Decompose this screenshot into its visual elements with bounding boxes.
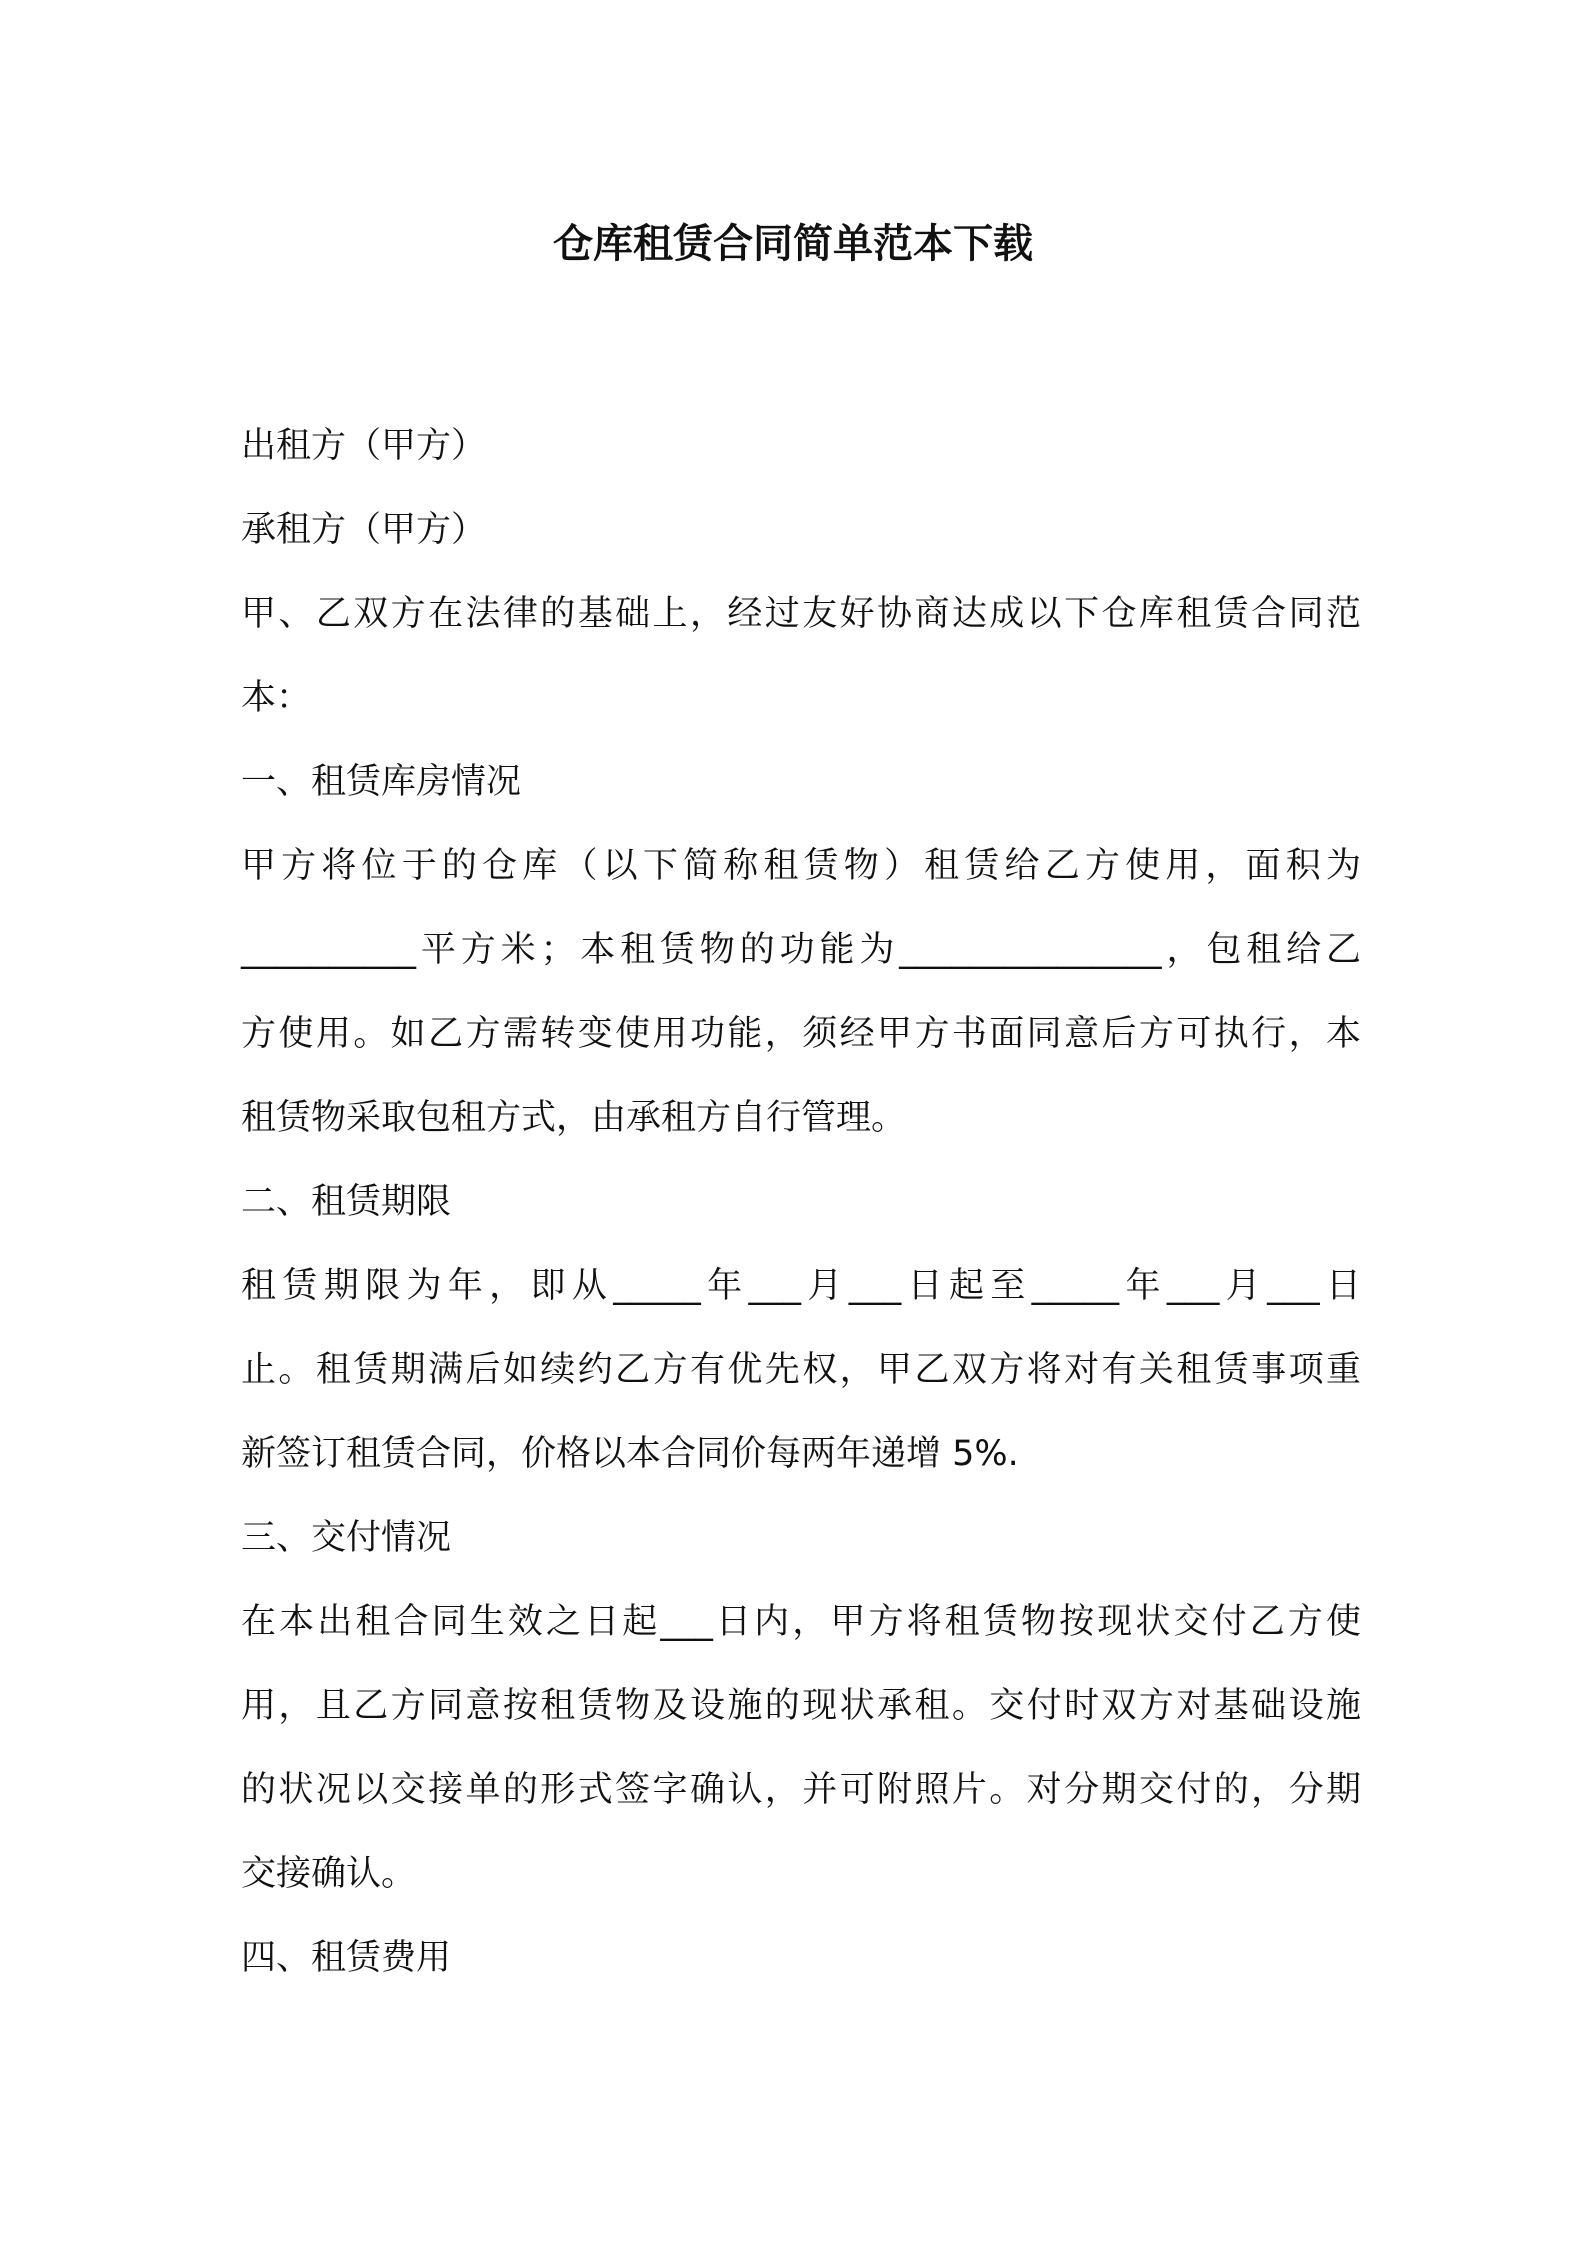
paragraph-line: 租赁物采取包租方式，由承租方自行管理。 — [241, 1098, 907, 1138]
section-heading-4: 四、租赁费用 — [241, 1938, 452, 1978]
paragraph-line: 方使用。如乙方需转变使用功能，须经甲方书面同意后方可执行，本 — [241, 1014, 1361, 1054]
section-heading-2: 二、租赁期限 — [241, 1182, 452, 1222]
paragraph-line: 的状况以交接单的形式签字确认，并可附照片。对分期交付的，分期 — [241, 1770, 1361, 1810]
paragraph-line: __________平方米；本租赁物的功能为_______________，包租给乙 — [241, 930, 1361, 970]
paragraph-line: 用，且乙方同意按租赁物及设施的现状承租。交付时双方对基础设施 — [241, 1686, 1361, 1726]
party-b-line: 承租方（甲方） — [241, 510, 487, 550]
paragraph-line: 交接确认。 — [241, 1854, 417, 1894]
paragraph-line: 本： — [241, 678, 312, 718]
section-heading-1: 一、租赁库房情况 — [241, 762, 522, 802]
paragraph-line: 租赁期限为年，即从_____年___月___日起至_____年___月___日 — [241, 1266, 1361, 1306]
document-body — [241, 404, 1361, 2000]
document-title: 仓库租赁合同简单范本下载 — [553, 221, 1033, 267]
paragraph-line: 在本出租合同生效之日起___日内，甲方将租赁物按现状交付乙方使 — [241, 1602, 1361, 1642]
paragraph-line: 甲方将位于的仓库（以下简称租赁物）租赁给乙方使用，面积为 — [241, 846, 1361, 886]
section-heading-3: 三、交付情况 — [241, 1518, 452, 1558]
paragraph-line: 甲、乙双方在法律的基础上，经过友好协商达成以下仓库租赁合同范 — [241, 594, 1361, 634]
party-a-line: 出租方（甲方） — [241, 426, 487, 466]
paragraph-line: 新签订租赁合同，价格以本合同价每两年递增 5%. — [241, 1434, 1019, 1474]
paragraph-line: 止。租赁期满后如续约乙方有优先权，甲乙双方将对有关租赁事项重 — [241, 1350, 1361, 1390]
